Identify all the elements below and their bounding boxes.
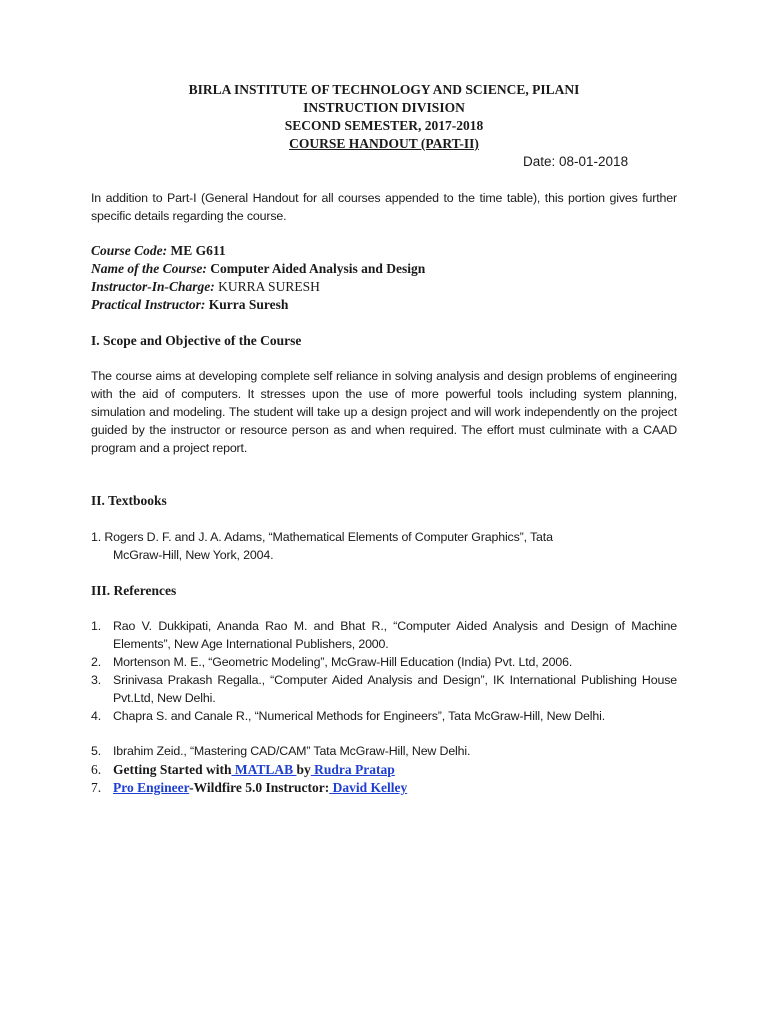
practical-instructor-label: Practical Instructor	[91, 297, 201, 312]
reference-text: Chapra S. and Canale R., “Numerical Methods for Engineers”, Tata McGraw-Hill, New Delhi.	[113, 709, 606, 723]
reference-item-matlab	[91, 761, 677, 779]
division-title: INSTRUCTION DIVISION	[303, 100, 465, 115]
reference-text: Rao V. Dukkipati, Ananda Rao M. and Bhat R., “Computer Aided Analysis and Design of Machine Elements”, New Age International Publishers, 2000.	[113, 619, 677, 651]
reference-number: 7.	[91, 780, 102, 795]
instructor-in-charge-line: Instructor-In-Charge: KURRA SURESH	[91, 279, 320, 294]
institute-title: BIRLA INSTITUTE OF TECHNOLOGY AND SCIENCE, PILANI	[188, 82, 580, 97]
david-kelley-link[interactable]: David Kelley	[329, 780, 408, 795]
course-name-label: Name of the Course	[91, 261, 203, 276]
reference-item	[91, 653, 677, 671]
reference-item	[91, 742, 677, 760]
reference-text: Srinivasa Prakash Regalla., “Computer Aided Analysis and Design”, IK International Publishing House Pvt.Ltd, New Delhi.	[113, 673, 677, 705]
reference-by: by	[296, 762, 311, 777]
course-code-value: ME G611	[170, 243, 226, 258]
reference-number: 2.	[91, 655, 102, 669]
pro-engineer-link[interactable]: Pro Engineer	[113, 780, 190, 795]
scope-paragraph: The course aims at developing complete self reliance in solving analysis and design problems of engineering with the aid of computers. It stresses upon the use of more powerful tools including system planning, simulation and modeling. The student will take up a design project and will work independently on the project guided by the instructor or resource person as and when required. The effort must culminate with a CAAD program and a project report.	[91, 369, 677, 455]
course-name-line: Name of the Course: Computer Aided Analysis and Design	[91, 261, 426, 276]
reference-number: 4.	[91, 709, 102, 723]
handout-date: Date: 08-01-2018	[523, 154, 629, 169]
practical-instructor-line: Practical Instructor: Kurra Suresh	[91, 297, 289, 312]
reference-prefix: Getting Started with	[113, 762, 232, 777]
scope-heading: I. Scope and Objective of the Course	[91, 333, 302, 348]
references-heading: III. References	[91, 583, 177, 598]
semester-title: SECOND SEMESTER, 2017-2018	[284, 118, 484, 133]
reference-text: Ibrahim Zeid., “Mastering CAD/CAM” Tata McGraw-Hill, New Delhi.	[113, 744, 471, 758]
textbooks-heading: II. Textbooks	[91, 493, 167, 508]
reference-number: 6.	[91, 762, 102, 777]
reference-item	[91, 707, 677, 725]
reference-text: Mortenson M. E., “Geometric Modeling”, McGraw-Hill Education (India) Pvt. Ltd, 2006.	[113, 655, 573, 669]
textbook-item-line1: 1. Rogers D. F. and J. A. Adams, “Mathematical Elements of Computer Graphics”, Tata	[91, 530, 553, 544]
reference-item-pro-engineer	[91, 779, 677, 797]
instructor-in-charge-label: Instructor-In-Charge	[91, 279, 211, 294]
matlab-link[interactable]: MATLAB	[231, 762, 297, 777]
practical-instructor-value: Kurra Suresh	[208, 297, 289, 312]
reference-instructor: -Wildfire 5.0 Instructor:	[189, 780, 330, 795]
reference-number: 1.	[91, 619, 102, 633]
reference-item	[91, 671, 677, 707]
textbook-item	[91, 528, 677, 564]
instructor-in-charge-value: KURRA SURESH	[218, 279, 320, 294]
intro-paragraph: In addition to Part-I (General Handout for all courses appended to the time table), this portion gives further specific details regarding the course.	[91, 191, 677, 223]
reference-number: 3.	[91, 673, 102, 687]
course-code-line: Course Code: ME G611	[91, 243, 226, 258]
reference-item	[91, 617, 677, 653]
textbook-item-line2: McGraw-Hill, New York, 2004.	[113, 548, 274, 562]
handout-title: COURSE HANDOUT (PART-II)	[289, 136, 479, 151]
course-name-value: Computer Aided Analysis and Design	[210, 261, 426, 276]
reference-number: 5.	[91, 744, 102, 758]
course-code-label: Course Code	[91, 243, 163, 258]
rudra-pratap-link[interactable]: Rudra Pratap	[310, 762, 395, 777]
